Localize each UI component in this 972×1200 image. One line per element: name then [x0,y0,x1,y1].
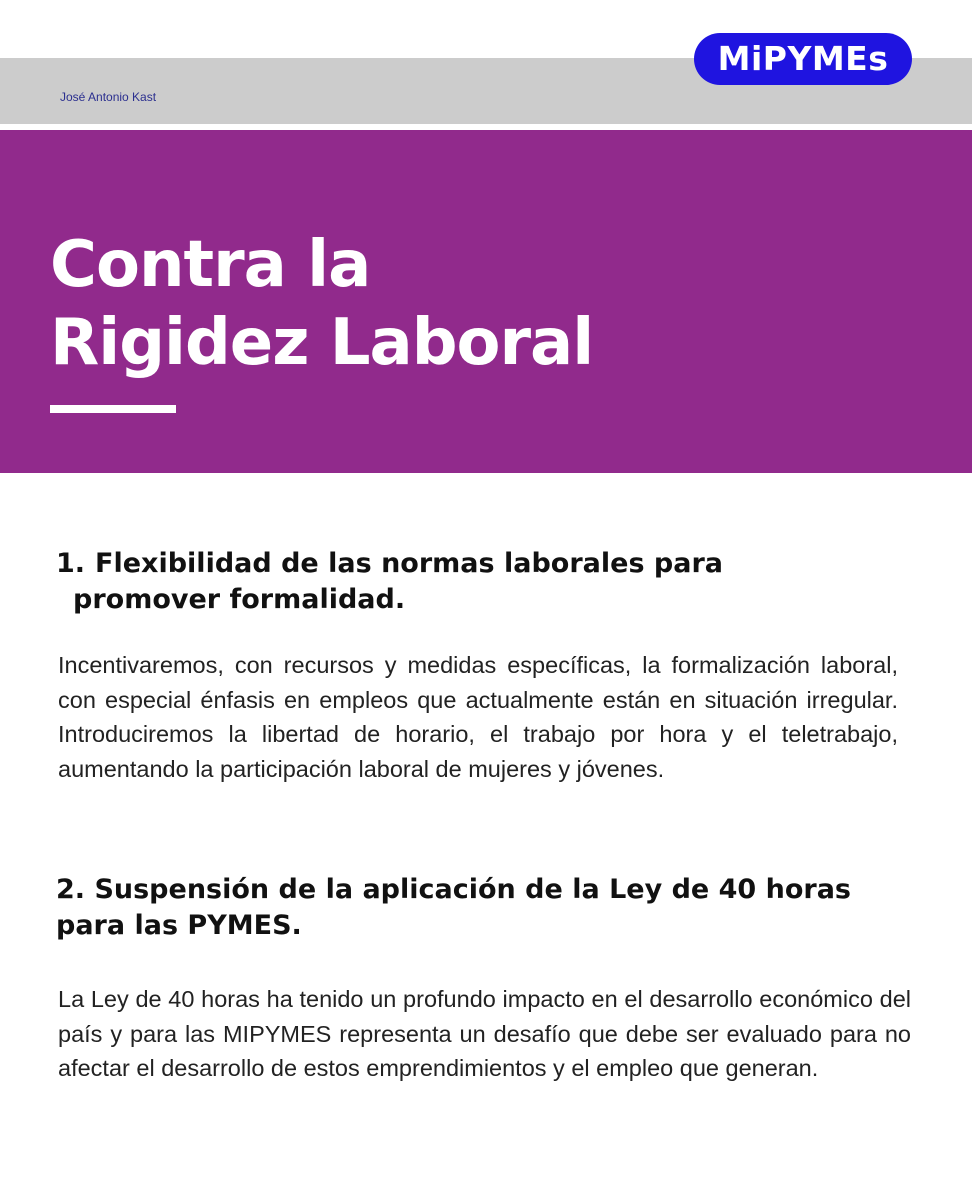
page-title-line-2: Rigidez Laboral [50,306,594,380]
title-underline [50,405,176,413]
mipymes-logo: MiPYMEs [694,33,912,85]
section-2-heading-line-1: 2. Suspensión de la aplicación de la Ley de 40 horas [56,874,851,905]
section-1-number: 1. [56,548,86,579]
page-title [50,226,593,382]
section-2-heading [56,872,916,944]
section-2-body: La Ley de 40 horas ha tenido un profundo impacto en el desarrollo económico del país y para las MIPYMES representa un desafío que debe ser evaluado para no afectar el desarrollo de estos emprendimientos y el empleo que generan. [58,986,911,1081]
section-1-body: Incentivaremos, con recursos y medidas específicas, la formalización laboral, con especial énfasis en empleos que actualmente están en situación irregular. Introduciremos la libertad de horario, el trabajo por hora y el teletrabajo, aumentando la participación laboral de mujeres y jóvenes. [58,652,898,782]
section-1-heading-line-1: Flexibilidad de las normas laborales para [95,548,723,579]
section-1-heading [56,546,776,618]
section-1-heading-line-2: promover formalidad. [73,584,406,615]
author-name: José Antonio Kast [60,90,157,104]
page-title-line-1: Contra la [50,228,371,302]
section-2-heading-line-2: para las PYMES. [56,910,302,941]
